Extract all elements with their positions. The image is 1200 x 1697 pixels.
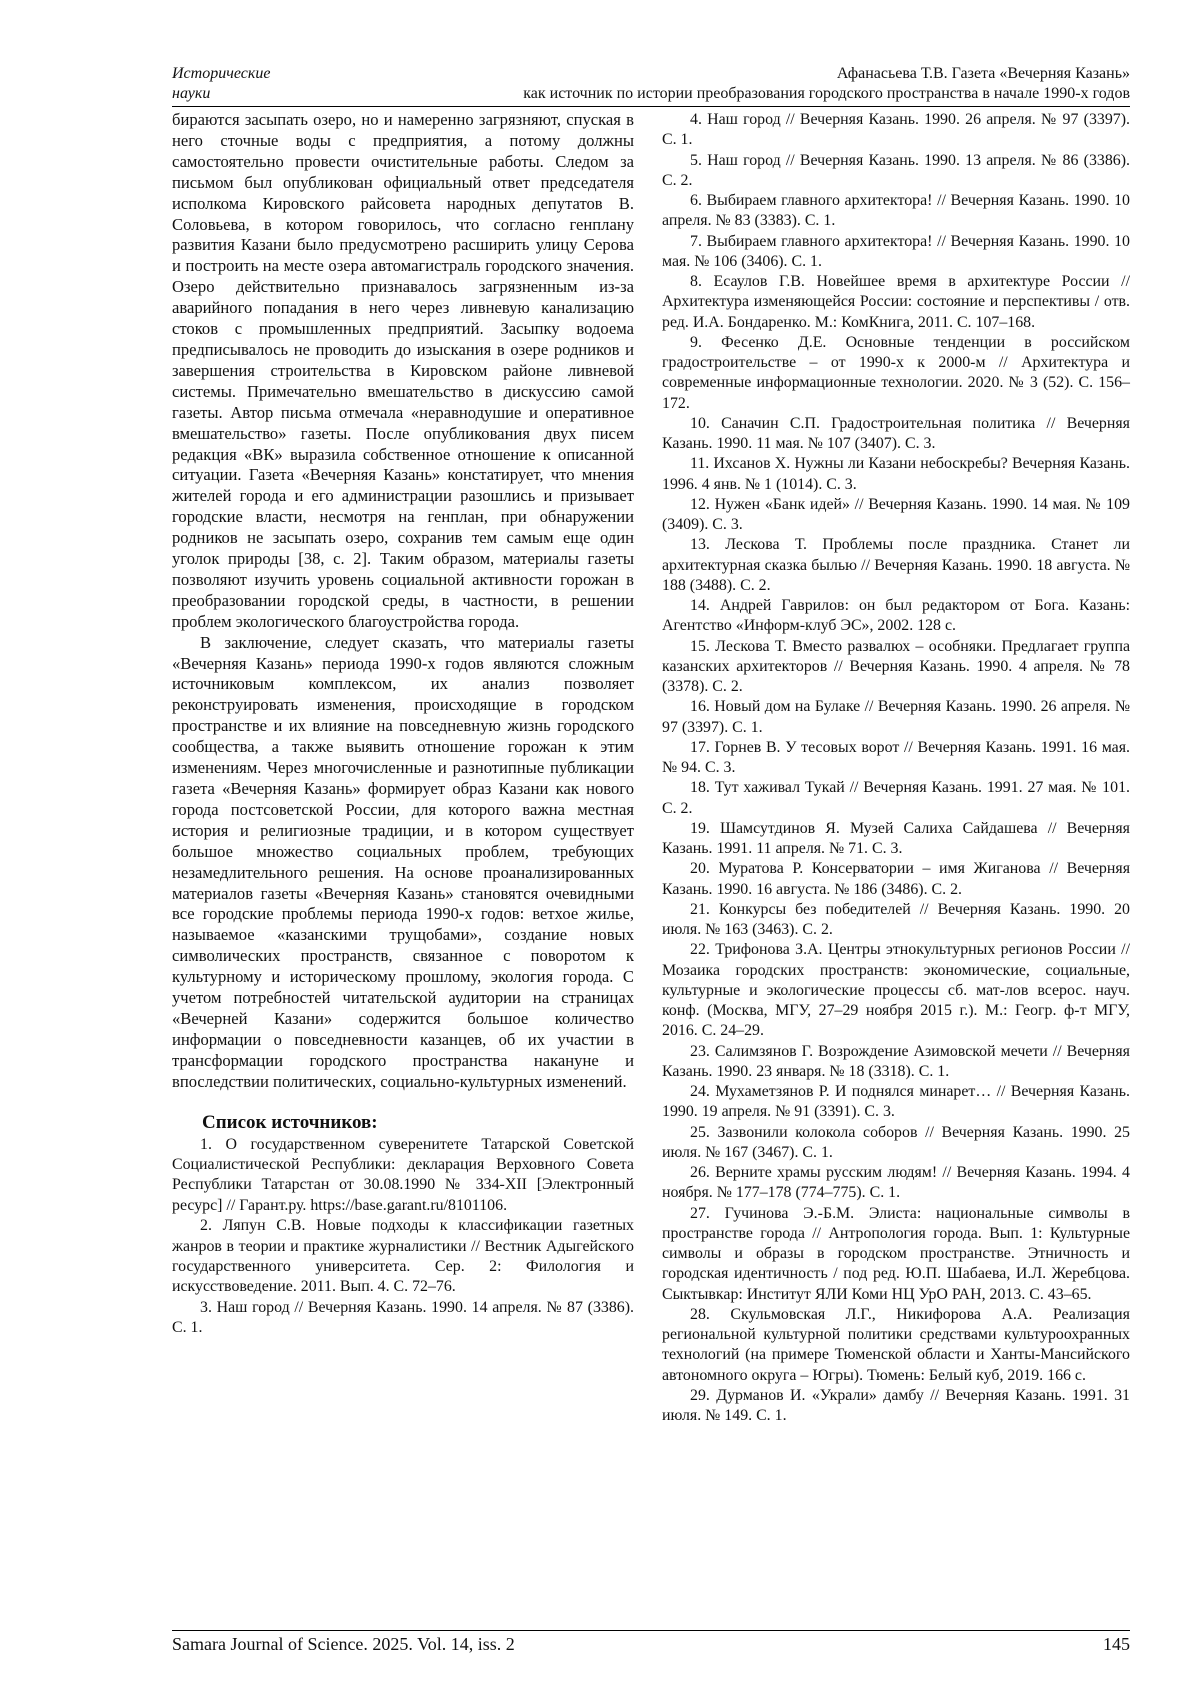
reference-item: 29. Дурманов И. «Украли» дамбу // Вечерняя Казань. 1991. 31 июля. № 149. С. 1. (662, 1386, 1130, 1424)
reference-item: 10. Саначин С.П. Градостроительная политика // Вечерняя Казань. 1990. 11 мая. № 107 (3407). С. 3. (662, 414, 1130, 452)
header-title-line2: как источник по истории преобразования городского пространства в начале 1990-х годов (523, 85, 1130, 102)
reference-item: 11. Ихсанов Х. Нужны ли Казани небоскребы? Вечерняя Казань. 1996. 4 янв. № 1 (1014). С. 3. (662, 455, 1130, 493)
reference-item: 16. Новый дом на Булаке // Вечерняя Казань. 1990. 26 апреля. № 97 (3397). С. 1. (662, 698, 1130, 736)
page-number: 145 (1103, 1634, 1130, 1654)
header-section-line2: науки (172, 85, 211, 102)
reference-item: 4. Наш город // Вечерняя Казань. 1990. 26 апреля. № 97 (3397). С. 1. (662, 111, 1130, 149)
header-section-line1: Исторические (172, 65, 271, 82)
body-paragraph-conclusion: В заключение, следует сказать, что материалы газеты «Вечерняя Казань» периода 1990-х годов являются сложным источниковым комплексом, их анализ позволяет реконструировать изменения, происходящие в городском пространстве и их влияние на повседневную жизнь городского сообщества, а также выявить отношение горожан к этим изменениям. Через многочисленные и разнотипные публикации газета «Вечерняя Казань» формирует образ Казани как нового города постсоветской России, для которого важна местная история и религиозные традиции, и в котором существует большое множество социальных проблем, требующих незамедлительного решения. На основе проанализированных материалов газеты «Вечерняя Казань» становятся очевидными все городские проблемы периода 1990-х годов: ветхое жилье, называемое «казанскими трущобами», создание новых символических пространств, связанное с поворотом к культурному и историческому прошлому, экология города. С учетом потребностей читательской аудитории на страницах «Вечерней Казани» содержится большое количество информации о повседневности казанцев, об их участии в трансформации городского пространства накануне и впоследствии политических, социально-культурных изменений. (172, 632, 634, 1091)
reference-item: 13. Лескова Т. Проблемы после праздника. Станет ли архитектурная сказка былью // Вечерняя Казань. 1990. 18 августа. № 188 (3488). С. 2. (662, 536, 1130, 594)
reference-item: 24. Мухаметзянов Р. И поднялся минарет… // Вечерняя Казань. 1990. 19 апреля. № 91 (3391). С. 3. (662, 1083, 1130, 1121)
reference-item: 2. Ляпун С.В. Новые подходы к классификации газетных жанров в теории и практике журналистики // Вестник Адыгейского государственного университета. Сер. 2: Филология и искусствоведение. 2011. Вып. 4. С. 72–76. (172, 1217, 634, 1296)
reference-item: 5. Наш город // Вечерняя Казань. 1990. 13 апреля. № 86 (3386). С. 2. (662, 151, 1130, 189)
reference-item: 3. Наш город // Вечерняя Казань. 1990. 14 апреля. № 87 (3386). С. 1. (172, 1298, 634, 1337)
reference-item: 8. Есаулов Г.В. Новейшее время в архитектуре России // Архитектура изменяющейся России: состояние и перспективы / отв. ред. И.А. Бондаренко. М.: КомКнига, 2011. С. 107–168. (662, 273, 1130, 331)
header-article-title (523, 64, 1130, 104)
running-header (172, 64, 1130, 107)
reference-item: 12. Нужен «Банк идей» // Вечерняя Казань. 1990. 14 мая. № 109 (3409). С. 3. (662, 495, 1130, 533)
right-column (662, 110, 1130, 1426)
reference-item: 27. Гучинова Э.-Б.М. Элиста: национальные символы в пространстве города // Антропология города. Вып. 1: Культурные символы и образы в городском пространстве. Этничность и городская идентичность / под ред. Ю.П. Шабаева, И.Л. Жеребцова. Сыктывкар: Институт ЯЛИ Коми НЦ УрО РАН, 2013. С. 43–65. (662, 1204, 1130, 1303)
reference-item: 15. Лескова Т. Вместо развалюх – особняки. Предлагает группа казанских архитекторов // Вечерняя Казань. 1990. 4 апреля. № 78 (3378). С. 2. (662, 637, 1130, 695)
reference-item: 22. Трифонова З.А. Центры этнокультурных регионов России // Мозаика городских пространств: экономические, социальные, культурные и экологические процессы сб. мат-лов всерос. науч. конф. (Москва, МГУ, 27–29 ноября 2015 г.). М.: Геогр. ф-т МГУ, 2016. С. 24–29. (662, 941, 1130, 1040)
footer-journal: Samara Journal of Science. 2025. Vol. 14, iss. 2 (172, 1634, 515, 1654)
running-footer (172, 1630, 1130, 1657)
reference-item: 14. Андрей Гаврилов: он был редактором от Бога. Казань: Агентство «Информ-клуб ЭС», 2002. 128 с. (662, 597, 1130, 635)
header-section (172, 64, 270, 104)
reference-item: 6. Выбираем главного архитектора! // Вечерняя Казань. 1990. 10 апреля. № 83 (3383). С. 1. (662, 192, 1130, 230)
reference-item: 7. Выбираем главного архитектора! // Вечерняя Казань. 1990. 10 мая. № 106 (3406). С. 1. (662, 232, 1130, 270)
reference-item: 17. Горнев В. У тесовых ворот // Вечерняя Казань. 1991. 16 мая. № 94. С. 3. (662, 738, 1130, 776)
reference-item: 18. Тут хаживал Тукай // Вечерняя Казань. 1991. 27 мая. № 101. С. 2. (662, 779, 1130, 817)
reference-item: 25. Зазвонили колокола соборов // Вечерняя Казань. 1990. 25 июля. № 167 (3467). С. 1. (662, 1123, 1130, 1161)
reference-item: 9. Фесенко Д.Е. Основные тенденции в российском градостроительстве – от 1990-х к 2000-м // Архитектура и современные информационные технологии. 2020. № 3 (52). С. 156–172. (662, 333, 1130, 412)
reference-item: 19. Шамсутдинов Я. Музей Салиха Сайдашева // Вечерняя Казань. 1991. 11 апреля. № 71. С. 3. (662, 819, 1130, 857)
sources-heading: Список источников: (202, 1111, 378, 1133)
left-column (172, 110, 634, 1339)
reference-item: 1. О государственном суверенитете Татарской Советской Социалистической Республики: декларация Верховного Совета Республики Татарстан от 30.08.1990 № 334-XII [Электронный ресурс] // Гарант.ру. https://base.garant.ru/8101106. (172, 1135, 634, 1214)
reference-item: 21. Конкурсы без победителей // Вечерняя Казань. 1990. 20 июля. № 163 (3463). С. 2. (662, 900, 1130, 938)
reference-item: 26. Верните храмы русским людям! // Вечерняя Казань. 1994. 4 ноября. № 177–178 (774–775). С. 1. (662, 1164, 1130, 1202)
reference-item: 23. Салимзянов Г. Возрождение Азимовской мечети // Вечерняя Казань. 1990. 23 января. № 18 (3318). С. 1. (662, 1042, 1130, 1080)
header-title-line1: Афанасьева Т.В. Газета «Вечерняя Казань» (836, 65, 1130, 82)
reference-item: 28. Скульмовская Л.Г., Никифорова А.А. Реализация региональной культурной политики средствами культуроохранных технологий (на примере Тюменской области и Ханты-Мансийского автономного округа – Югры). Тюмень: Белый куб, 2019. 166 с. (662, 1305, 1130, 1384)
reference-item: 20. Муратова Р. Консерватории – имя Жиганова // Вечерняя Казань. 1990. 16 августа. № 186 (3486). С. 2. (662, 860, 1130, 898)
body-paragraph-continued: бираются засыпать озеро, но и намеренно загрязняют, спуская в него сточные воды с предприятия, а потому должны самостоятельно провести очистительные работы. Следом за письмом был опубликован официальный ответ председателя исполкома Кировского райсовета народных депутатов В. Соловьева, в котором говорилось, что согласно генплану развития Казани было предусмотрено расширить улицу Серова и построить на месте озера автомагистраль городского значения. Озеро действительно признавалось загрязненным из-за аварийного попадания в него через ливневую канализацию стоков с промышленных предприятий. Засыпку водоема предписывалось не проводить до изыскания в озере родников и завершения строительства в Кировском районе ливневой системы. Примечательно вмешательство в дискуссию самой газеты. Автор письма отмечала «неравнодушие и оперативное вмешательство» газеты. После опубликования двух писем редакция «ВК» выразила собственное отношение к описанной ситуации. Газета «Вечерняя Казань» констатирует, что мнения жителей города и его администрации разошлись и призывает городские власти, несмотря на генплан, при обнаружении родников не засыпать озеро, сохранив тем самым еще один уголок природы [38, с. 2]. Таким образом, материалы газеты позволяют изучить уровень социальной активности горожан в преобразовании городской среды, в частности, в решении проблем экологического благоустройства города. (172, 110, 634, 631)
